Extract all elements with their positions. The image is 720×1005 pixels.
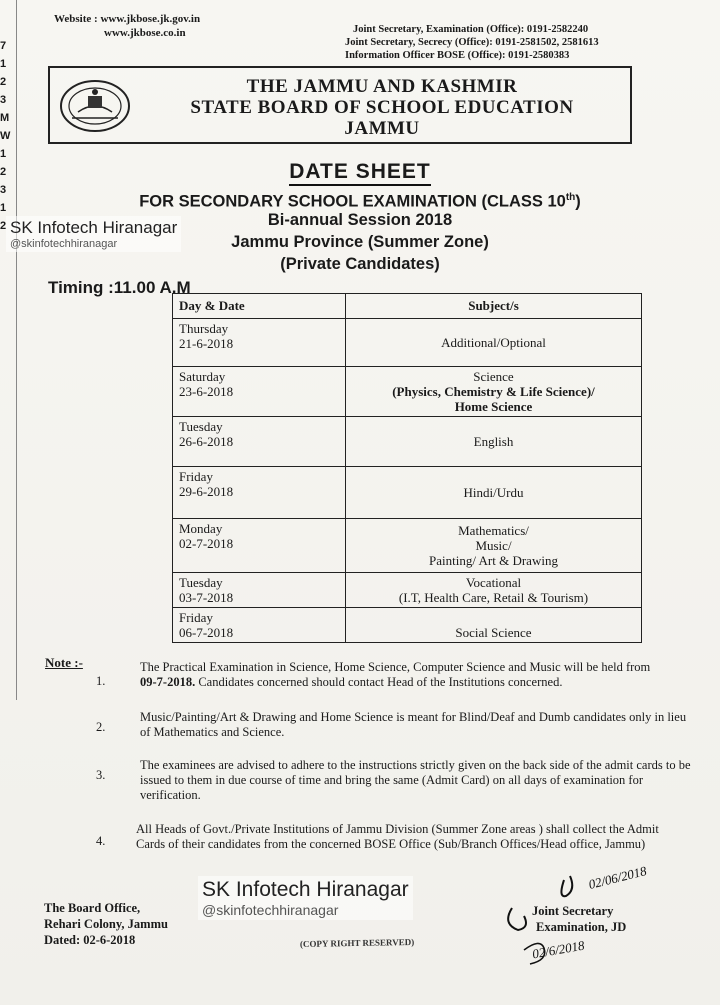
day-name: Friday [179, 469, 213, 484]
note-text: All Heads of Govt./Private Institutions of Jammu Division (Summer Zone areas ) shall collect the Admit Cards of their candidates from the concerned BOSE Office (Sub/Branch Offices/Head office, Jammu) [136, 822, 659, 851]
board-title-line: JAMMU [344, 118, 420, 139]
table-header-row [173, 294, 642, 319]
note-item [96, 758, 691, 803]
subject-cell [346, 417, 642, 467]
subject-cell [346, 519, 642, 573]
board-office-address [44, 900, 168, 948]
day-name: Tuesday [179, 419, 223, 434]
day-date-cell [173, 319, 346, 367]
signatory-title: Joint Secretary [532, 904, 614, 918]
table-row [173, 417, 642, 467]
table-row [173, 467, 642, 519]
schedule-table [172, 293, 642, 643]
note-text: Music/Painting/Art & Drawing and Home Science is meant for Blind/Deaf and Dumb candidates only in lieu of Mathematics and Science. [140, 710, 687, 739]
phone-line: Joint Secretary, Examination (Office): 0191-2582240 [353, 24, 589, 35]
watermark-name: SK Infotech Hiranagar [202, 878, 409, 901]
subject-cell [346, 319, 642, 367]
signature-date-1: 02/06/2018 [586, 863, 649, 892]
table-row [173, 573, 642, 608]
day-date-cell [173, 367, 346, 417]
column-header-day: Day & Date [173, 294, 346, 319]
note-number: 3. [96, 768, 106, 782]
watermark-top [6, 216, 181, 252]
subject-cell [346, 573, 642, 608]
session-line: Bi-annual Session 2018 [267, 211, 453, 229]
exam-date: 02-7-2018 [179, 536, 234, 551]
note-text-bold: 09-7-2018. [140, 675, 196, 689]
subject-line: Vocational [465, 575, 522, 590]
note-number: 2. [96, 720, 106, 734]
day-date-cell [173, 417, 346, 467]
subject-cell [346, 608, 642, 643]
exam-timing: Timing :11.00 A.M [48, 278, 191, 297]
watermark-handle: @skinfotechhiranagar [10, 238, 118, 250]
website-info [54, 12, 200, 40]
phone-line: Information Officer BOSE (Office): 0191-2580383 [345, 50, 570, 61]
day-date-cell [173, 467, 346, 519]
address-line: Rehari Colony, Jammu [44, 917, 168, 931]
phone-line: Joint Secretary, Secrecy (Office): 0191-2581502, 2581613 [345, 37, 599, 48]
address-line: The Board Office, [44, 901, 141, 915]
board-logo-icon [58, 78, 132, 134]
subject-line: Science [473, 369, 514, 384]
day-name: Saturday [179, 369, 226, 384]
subject-cell [346, 367, 642, 417]
website-alt: www.jkbose.co.in [104, 27, 186, 39]
exam-date: 21-6-2018 [179, 336, 234, 351]
subject-line: Hindi/Urdu [463, 485, 524, 500]
table-row [173, 319, 642, 367]
note-item [96, 822, 691, 852]
note-text: The examinees are advised to adhere to the instructions strictly given on the back side of the admit cards to be issued to them in due course of time and bring the same (Admit Card) on all days of examination for verification. [140, 758, 691, 802]
subject-line: (I.T, Health Care, Retail & Tourism) [398, 590, 589, 605]
subject-line: English [473, 434, 514, 449]
subject-line: Music/ [475, 538, 512, 553]
board-title-line: STATE BOARD OF SCHOOL EDUCATION [190, 97, 574, 118]
exam-date: 26-6-2018 [179, 434, 234, 449]
subject-line: Home Science [454, 399, 533, 414]
website-primary: Website : www.jkbose.jk.gov.in [54, 13, 201, 25]
watermark-bottom [198, 876, 413, 920]
date-sheet-title [0, 160, 720, 184]
day-name: Friday [179, 610, 213, 625]
date-sheet-heading: DATE SHEET [289, 160, 430, 186]
subject-line: Additional/Optional [441, 335, 546, 350]
subject-cell [346, 467, 642, 519]
exam-date: 03-7-2018 [179, 590, 234, 605]
subject-line: Social Science [455, 625, 532, 640]
signatory-title: Examination, JD [536, 920, 627, 934]
board-header-box [48, 66, 632, 144]
note-number: 4. [96, 834, 106, 848]
note-text-main: The Practical Examination in Science, Home Science, Computer Science and Music will be held from [140, 660, 651, 674]
table-row [173, 608, 642, 643]
column-header-subject: Subject/s [346, 294, 642, 319]
watermark-handle: @skinfotechhiranagar [202, 902, 339, 918]
copyright-note: (COPY RIGHT RESERVED) [299, 937, 415, 949]
day-name: Monday [179, 521, 223, 536]
signatory-block [532, 903, 626, 935]
note-item [96, 660, 691, 690]
day-name: Tuesday [179, 575, 223, 590]
note-text-rest: Candidates concerned should contact Head of the Institutions concerned. [195, 675, 563, 689]
day-name: Thursday [179, 321, 229, 336]
note-item [96, 710, 691, 740]
candidates-line: (Private Candidates) [280, 255, 440, 273]
province-line: Jammu Province (Summer Zone) [231, 233, 489, 251]
note-number: 1. [96, 674, 106, 688]
notes-label: Note :- [45, 655, 83, 670]
subject-line: (Physics, Chemistry & Life Science)/ [392, 384, 595, 399]
day-date-cell [173, 519, 346, 573]
signature-date-2: 02/6/2018 [531, 937, 586, 962]
table-row [173, 367, 642, 417]
exam-date: 06-7-2018 [179, 625, 234, 640]
table-row [173, 519, 642, 573]
day-date-cell [173, 608, 346, 643]
subject-line: Mathematics/ [458, 523, 529, 538]
phone-contacts [345, 23, 599, 62]
exam-title-sup: th [565, 192, 576, 203]
board-title [140, 76, 624, 139]
note-text [140, 660, 691, 690]
adjacent-page-edge: 7 1 2 3 M W 1 2 3 1 2 [0, 0, 17, 700]
exam-date: 29-6-2018 [179, 484, 234, 499]
exam-title-end: ) [575, 192, 581, 211]
subject-line: Painting/ Art & Drawing [429, 553, 558, 568]
exam-date: 23-6-2018 [179, 384, 234, 399]
watermark-name: SK Infotech Hiranagar [10, 218, 178, 237]
exam-title-text: FOR SECONDARY SCHOOL EXAMINATION (CLASS 10 [139, 192, 566, 211]
issue-date: Dated: 02-6-2018 [44, 933, 136, 947]
exam-title [0, 187, 720, 213]
day-date-cell [173, 573, 346, 608]
board-title-line: THE JAMMU AND KASHMIR [246, 76, 518, 97]
